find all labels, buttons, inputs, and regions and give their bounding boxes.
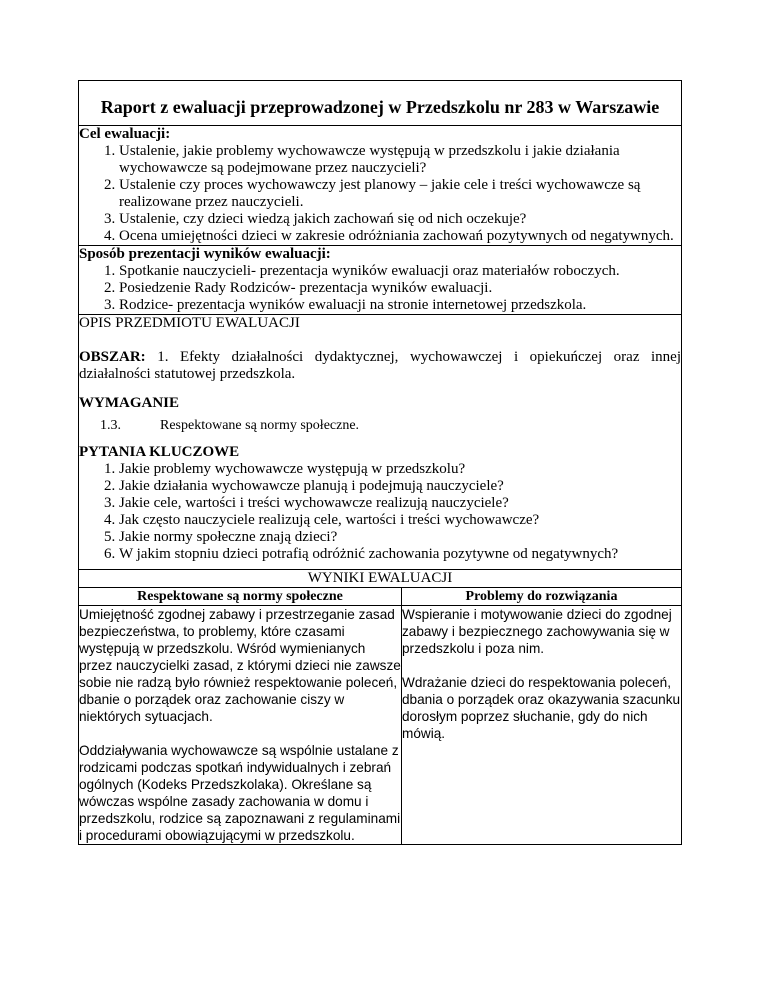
opis-section: [79, 315, 682, 570]
results-right-cell: [402, 606, 682, 845]
list-item: 3. Ustalenie, czy dzieci wiedzą jakich zachowań się od nich oczekuje?: [119, 211, 681, 228]
results-left-cell: [79, 606, 402, 845]
opis-heading: OPIS PRZEDMIOTU EWALUACJI: [79, 315, 300, 331]
wyniki-heading: WYNIKI EWALUACJI: [79, 570, 682, 588]
list-item: 2. Jakie działania wychowawcze planują i podejmują nauczyciele?: [119, 478, 681, 495]
list-item: 1. Spotkanie nauczycieli- prezentacja wyników ewaluacji oraz materiałów roboczych.: [119, 263, 681, 280]
wymaganie-text: Respektowane są normy społeczne.: [160, 418, 360, 433]
wymaganie-number: 1.3.: [100, 418, 121, 433]
cel-heading: Cel ewaluacji:: [79, 126, 171, 142]
pytania-list: [79, 461, 681, 563]
left-paragraph-1: Umiejętność zgodnej zabawy i przestrzeganie zasad bezpieczeństwa, to problemy, które czasami występują w przedszkolu. Wśród wymienianych przez nauczycielki zasad, z którymi dzieci nie zawsze sobie nie radzą było również respektowanie poleceń, dbanie o porządek oraz zachowanie ciszy w niektórych sytuacjach.: [79, 607, 401, 724]
list-item: 3. Jakie cele, wartości i treści wychowawcze realizują nauczyciele?: [119, 495, 681, 512]
list-item: 6. W jakim stopniu dzieci potrafią odróżnić zachowania pozytywne od negatywnych?: [119, 546, 681, 563]
col-left-heading: Respektowane są normy społeczne: [79, 588, 402, 606]
col-right-heading: Problemy do rozwiązania: [402, 588, 682, 606]
sposob-section: [79, 246, 682, 315]
cel-section: [79, 126, 682, 246]
left-paragraph-2: Oddziaływania wychowawcze są wspólnie ustalane z rodzicami podczas spotkań indywidualnych i zebrań ogólnych (Kodeks Przedszkolaka). Określane są wówczas wspólne zasady zachowania w domu i przedszkolu, rodzice są zapoznawani z regulaminami i procedurami obowiązującymi w przedszkolu.: [79, 743, 401, 843]
list-item: 4. Ocena umiejętności dzieci w zakresie odróżniania zachowań pozytywnych od negatywnych.: [119, 228, 681, 245]
sposob-heading: Sposób prezentacji wyników ewaluacji:: [79, 246, 331, 262]
list-item: 4. Jak często nauczyciele realizują cele, wartości i treści wychowawcze?: [119, 512, 681, 529]
list-item: 1. Ustalenie, jakie problemy wychowawcze występują w przedszkolu i jakie działania wychowawcze są podejmowane przez nauczycieli?: [119, 143, 681, 177]
wymaganie-label: WYMAGANIE: [79, 395, 179, 411]
sposob-list: [79, 263, 681, 314]
report-page: [78, 80, 681, 845]
right-paragraph-2: Wdrażanie dzieci do respektowania poleceń, dbania o porządek oraz okazywania szacunku dorosłym poprzez słuchanie, gdy do nich mówią.: [402, 675, 681, 741]
list-item: 2. Posiedzenie Rady Rodziców- prezentacja wyników ewaluacji.: [119, 280, 681, 297]
report-table: [78, 80, 682, 845]
right-paragraph-1: Wspieranie i motywowanie dzieci do zgodnej zabawy i bezpiecznego zachowywania się w przedszkolu i poza nim.: [402, 607, 672, 656]
list-item: 3. Rodzice- prezentacja wyników ewaluacji na stronie internetowej przedszkola.: [119, 297, 681, 314]
pytania-label: PYTANIA KLUCZOWE: [79, 444, 240, 460]
obszar-paragraph: [79, 349, 681, 383]
report-title-cell: [79, 81, 682, 126]
list-item: 2. Ustalenie czy proces wychowawczy jest planowy – jakie cele i treści wychowawcze są realizowane przez nauczycieli.: [119, 177, 681, 211]
report-title: Raport z ewaluacji przeprowadzonej w Przedszkolu nr 283 w Warszawie: [100, 97, 660, 117]
obszar-label: OBSZAR:: [79, 349, 146, 365]
list-item: 5. Jakie normy społeczne znają dzieci?: [119, 529, 681, 546]
cel-list: [79, 143, 681, 245]
list-item: 1. Jakie problemy wychowawcze występują w przedszkolu?: [119, 461, 681, 478]
obszar-text: 1. Efekty działalności dydaktycznej, wychowawczej i opiekuńczej oraz innej działalności statutowej przedszkola.: [79, 349, 682, 382]
wymaganie-row: [79, 417, 681, 434]
